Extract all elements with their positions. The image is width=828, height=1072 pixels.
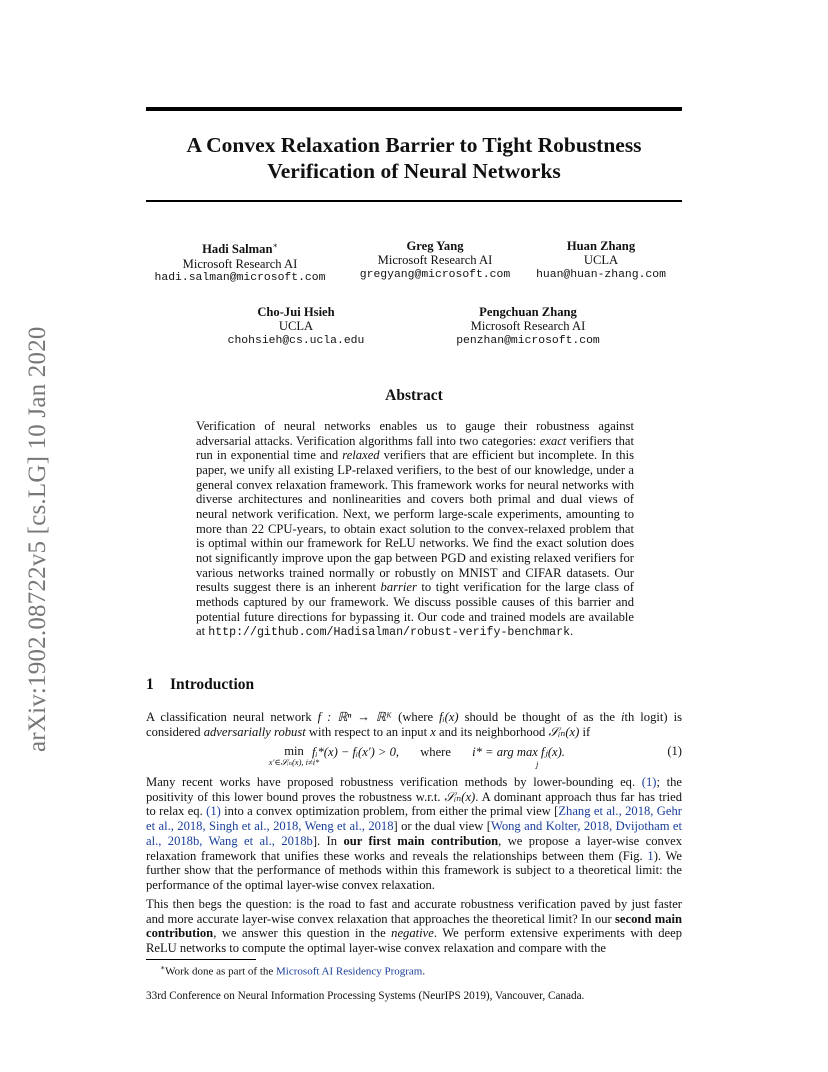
author-affiliation: Microsoft Research AI <box>470 319 586 334</box>
code-repository-link[interactable]: http://github.com/Hadisalman/robust-verify-benchmark <box>208 626 571 640</box>
equation-1 <box>146 744 682 774</box>
footnote: ∗Work done as part of the Microsoft AI Residency Program. <box>160 963 426 978</box>
author-block <box>340 239 530 282</box>
equation-argmax-subscript: j <box>536 759 539 769</box>
author-name: Hadi Salman∗ <box>202 241 278 257</box>
author-email: gregyang@microsoft.com <box>359 268 511 281</box>
author-block <box>150 239 330 285</box>
section-heading-introduction <box>146 676 254 694</box>
abstract-heading: Abstract <box>385 387 443 404</box>
author-block <box>444 305 612 348</box>
equation-reference[interactable]: (1) <box>206 804 221 819</box>
author-email: hadi.salman@microsoft.com <box>154 272 326 284</box>
paper-title <box>146 132 682 184</box>
figure-reference[interactable]: 1 <box>647 848 654 863</box>
author-name: Pengchuan Zhang <box>479 305 577 319</box>
equation-reference[interactable]: (1) <box>641 775 657 789</box>
section-number: 1 <box>146 676 154 693</box>
author-affiliation: UCLA <box>583 253 619 268</box>
title-top-rule <box>146 107 682 111</box>
author-name: Cho-Jui Hsieh <box>257 305 335 319</box>
intro-paragraph-2: Many recent works have proposed robustness verification methods by lower-bounding eq. (1); the positivity of this lower bound proves the robustness w.r.t. 𝒮ᵢₙ(x). A dominant approach thus far has tried to relax eq. (1) into a convex optimization problem, from either the primal view [Zhang et al., 2018, Gehr et al., 2018, Singh et al., 2018, Weng et al., 2018] or the dual view [Wong and Kolter, 2018, Dvijotham et al., 2018b, Wang et al., 2018b]. In our first main contribution, we propose a layer-wise convex relaxation framework that unifies these works and reveals the relationships between them (Fig. 1). We further show that the performance of methods within this framework is subject to a theoretical limit: the performance of the optimal layer-wise convex relaxation. <box>146 775 683 892</box>
author-block <box>216 305 376 348</box>
conference-notice: 33rd Conference on Neural Information Processing Systems (NeurIPS 2019), Vancouver, Canada. <box>146 990 585 1002</box>
author-affiliation: UCLA <box>278 319 314 334</box>
title-line-1: A Convex Relaxation Barrier to Tight Robustness <box>186 133 642 157</box>
intro-paragraph-3: This then begs the question: is the road to fast and accurate robustness verification paved by just faster and more accurate layer-wise convex relaxation that approaches the theoretical limit? In our second main contribution, we answer this question in the negative. We perform extensive experiments with deep ReLU networks to compute the optimal layer-wise convex relaxation and compare with the <box>146 897 683 956</box>
author-block <box>528 239 674 282</box>
arxiv-identifier: arXiv:1902.08722v5 [cs.LG] 10 Jan 2020 <box>24 326 51 752</box>
citation-link[interactable]: Wong and Kolter, 2018, Dvijotham et al., 2018b, Wang et al., 2018b <box>146 819 683 848</box>
residency-program-link[interactable]: Microsoft AI Residency Program <box>276 965 423 978</box>
author-name: Greg Yang <box>406 239 464 253</box>
author-affiliation: Microsoft Research AI <box>377 253 493 268</box>
author-email: penzhan@microsoft.com <box>456 334 600 347</box>
intro-paragraph-1: A classification neural network f : ℝⁿ → ℝᴷ (where fᵢ(x) should be thought of as the ith logit) is considered adversarially robust with respect to an input x and its neighborhood 𝒮ᵢₙ(x) if <box>146 710 682 739</box>
footnote-rule <box>146 959 256 960</box>
equation-number: (1) <box>667 744 682 758</box>
author-name: Huan Zhang <box>566 239 636 253</box>
equation-expression: fᵢ*(x) − fᵢ(x′) > 0, where i* = arg max fⱼ(x). <box>312 745 565 759</box>
author-email: chohsieh@cs.ucla.edu <box>227 334 365 347</box>
citation-link[interactable]: Zhang et al., 2018, Gehr et al., 2018, Singh et al., 2018, Weng et al., 2018 <box>146 804 682 834</box>
author-email: huan@huan-zhang.com <box>536 268 666 281</box>
equation-min-operator: min x′∈𝒮ᵢₙ(x), i≠i* <box>268 744 320 767</box>
title-line-2: Verification of Neural Networks <box>267 159 561 183</box>
abstract-body: Verification of neural networks enables us to gauge their robustness against adversarial attacks. Verification algorithms fall into two categories: exact verifiers that run in exponential time and relaxed verifiers that are efficient but incomplete. In this paper, we unify all existing LP-relaxed verifiers, to the best of our knowledge, under a general convex relaxation framework. This framework works for neural networks with diverse architectures and nonlinearities and covers both primal and dual views of neural network verification. Next, we perform large-scale experiments, amounting to more than 22 CPU-years, to obtain exact solution to the convex-relaxed problem that is optimal within our framework for ReLU networks. We find the exact solution does not significantly improve upon the gap between PGD and existing relaxed verifiers for various networks trained normally or robustly on MNIST and CIFAR datasets. Our results suggest there is an inherent barrier to tight verification for the large class of methods captured by our framework. We discuss possible causes of this barrier and potential future directions for bypassing it. Our code and trained models are available at http://github.com/Hadisalman/robust-verify-benchmark. <box>196 419 635 640</box>
author-affiliation: Microsoft Research AI <box>182 256 298 271</box>
section-title: Introduction <box>170 676 255 693</box>
title-bottom-rule <box>146 200 682 202</box>
